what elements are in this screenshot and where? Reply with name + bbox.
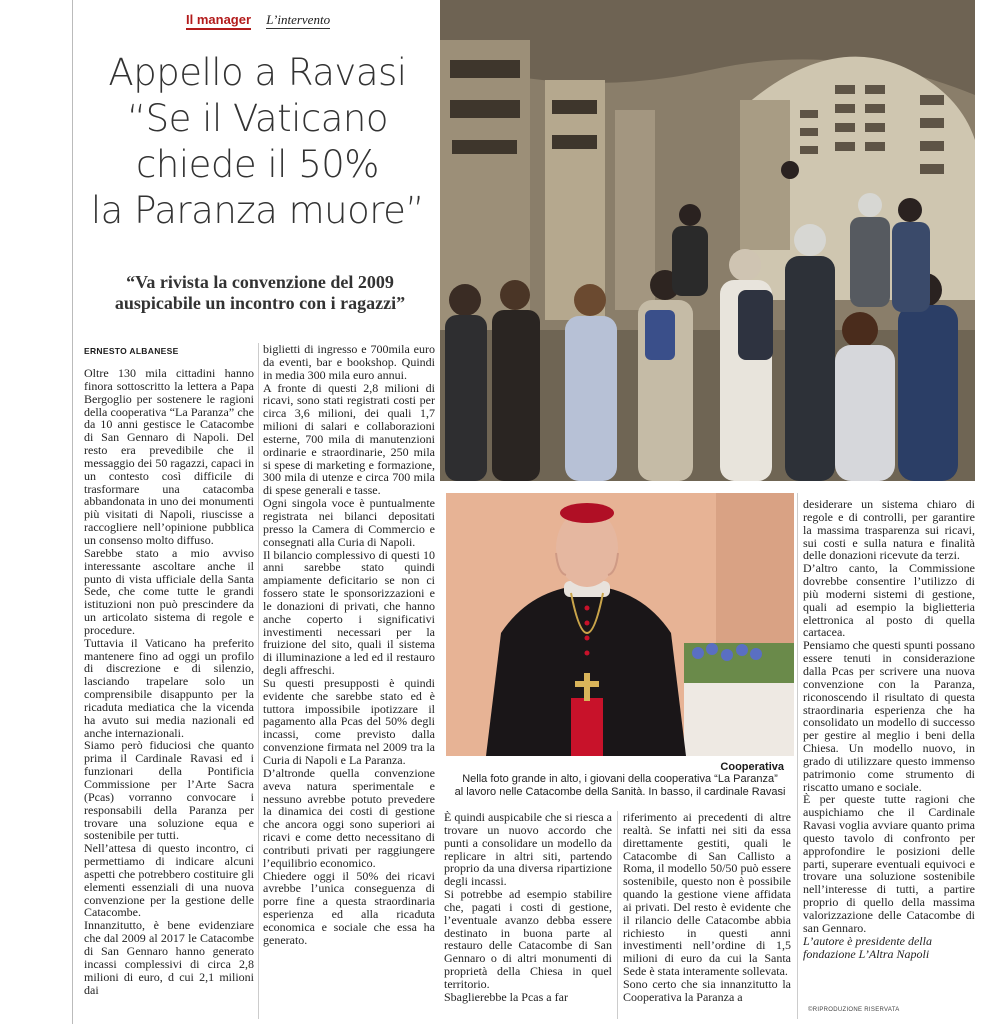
cardinal-photo [446,493,794,756]
paragraph: Pensiamo che questi spunti possano essere tenuti in considerazione dalla Pcas per scrivere una nuova convenzione con la Paranza, riconoscendo il risultato di questa straordinaria esperienza che ha consolidato un modello di successo per gestire al meglio i beni della Chiesa. Un modello nuovo, in grado di utilizzare questo immenso patrimonio come strumento di riscatto umano e sociale. [803,638,975,794]
paragraph: Siamo però fiduciosi che quanto prima il Cardinale Ravasi ed i funzionari della Pontificia Commissione per l’Arte Sacra (Pcas) vorranno convocare i responsabili della Paranza per trovare una soluzione equa e sostenibile per tutti. [84,738,254,843]
paragraph: Sono certo che sia innanzitutto la Cooperativa la Paranza a [623,976,791,1004]
cardinal-photo-illustration [446,493,794,756]
paragraph: Oltre 130 mila cittadini hanno finora sottoscritto la lettera a Papa Bergoglio per sostenere le ragioni della cooperativa “La Paranza” che da 10 anni gestisce le Catacombe di San Gennaro di Napoli. Del resto era prevedibile che il messaggio dei 50 ragazzi, capaci in un contesto così difficile di trasformare una catacomba abbandonata in uno dei monumenti più visitati di Napoli, riuscisse a raccogliere nell’opinione pubblica un consenso molto diffuso. [84,367,254,547]
copyright-notice: ©RIPRODUZIONE RISERVATA [808,1007,900,1013]
subheadline [95,272,425,314]
headline-line: la Paranza muore” [90,189,425,232]
paragraph: Ogni singola voce è puntualmente registrata nei bilanci depositati presso la Camera di Commercio e consegnati alla Curia di Napoli. [263,496,435,549]
subsection-label: L’intervento [266,12,331,27]
column-divider [258,343,259,1019]
caption-line: Nella foto grande in alto, i giovani della cooperativa “La Paranza” [462,773,778,785]
author-byline: ERNESTO ALBANESE [84,346,179,356]
paragraph: riferimento ai precedenti di altre realtà. Se infatti nei siti da essa direttamente gestiti, quali le Catacombe di San Callisto a Roma, il modello 50/50 può essere sostenibile, questo non è possibile quando la gestione viene affidata ai privati. Del resto è evidente che il rilancio delle Catacombe abbia richiesto in questi anni investimenti nell’ordine di 1,5 milioni di euro da cui la Santa Sede è stata interamente sollevata. [623,811,791,979]
paragraph: Il bilancio complessivo di questi 10 anni sarebbe stato quindi ampiamente deficitario se non ci fossero state le sponsorizzazioni e le donazioni di privati, che hanno anche coperto i significativi investimenti necessari per la fruizione del sito, quali il sistema di illuminazione a led ed il restauro degli affreschi. [263,547,435,678]
paragraph: Innanzitutto, è bene evidenziare che dal 2009 al 2017 le Catacombe di San Gennaro hanno generato incassi complessivi di circa 2,8 milioni di euro, d cui 2,1 milioni dai [84,918,254,997]
paragraph: Chiedere oggi il 50% dei ricavi avrebbe l’unica conseguenza di porre fine a questa straordinaria esperienza ed alla ricaduta economica e sociale che essa ha generato. [263,868,435,947]
paragraph: È quindi auspicabile che si riesca a trovare un nuovo accordo che punti a consolidare un modello da replicare in altri siti, partendo proprio da una diversa ripartizione degli incassi. [444,811,612,889]
article-column-2 [263,343,435,1019]
paragraph: Si potrebbe ad esempio stabilire che, pagati i costi di gestione, l’eventuale avanzo debba essere destinato in buona parte al restauro delle Catacombe di San Gennaro o di altri monumenti di proprietà della Chiesa in quel territorio. [444,887,612,991]
headline [80,50,435,234]
paragraph: È per queste tutte ragioni che auspichiamo che il Cardinale Ravasi voglia avviare quanto prima questo tavolo di confronto per approfondire le posizioni delle parti, superare eventuali equivoci e trovare una soluzione sostenibile nell’interesse di tutti, a partire proprio di quello della massima valorizzazione delle Catacombe di san Gennaro. [803,792,975,935]
paragraph: biglietti di ingresso e 700mila euro da eventi, bar e bookshop. Quindi in media 300 mila euro annui. [263,343,435,382]
photo-caption [446,773,794,799]
paragraph: Sbaglierebbe la Pcas a far [444,989,568,1004]
headline-line: “Se il Vaticano [126,97,388,140]
article-column-5 [803,498,975,1004]
caption-line: al lavoro nelle Catacombe della Sanità. In basso, il cardinale Ravasi [454,786,786,798]
paragraph: D’altronde quella convenzione aveva natura sperimentale e nessuno avrebbe potuto prevedere la dinamica dei costi di gestione che ancora oggi sono superiori ai ricavi e come detto necessitano di contributi privati per raggiungere l’equilibrio economico. [263,765,435,870]
author-note-line: L’autore è presidente della [803,933,932,948]
article-column-4 [623,811,791,1019]
left-margin-rule [72,0,73,1024]
caption-title: Cooperativa [720,761,784,773]
paragraph: desiderare un sistema chiaro di regole e di controlli, per garantire la massima trasparenza sui ricavi, sui costi e sulla natura e finalità delle donazioni ricevute da terzi. [803,498,975,563]
main-photo [440,0,975,481]
article-column-3 [444,811,612,1019]
headline-line: chiede il 50% [136,143,379,186]
subhead-line: auspicabile un incontro con i ragazzi” [114,293,406,313]
paragraph: A fronte di questi 2,8 milioni di ricavi, sono stati registrati costi per circa 3,6 milioni, dei quali 1,7 milioni di salari e collaborazioni esterne, 700 mila di manutenzioni ordinarie e straordinarie, 250 mila si spese di marketing e formazione, 300 mila di utenze e circa 700 mila di spese generali e tasse. [263,380,435,498]
paragraph: D’altro canto, la Commissione dovrebbe consentire l’utilizzo di più moderni sistemi di gestione, quali ad esempio la biglietteria elettronica al posto di quella cartacea. [803,561,975,640]
paragraph: Sarebbe stato a mio avviso interessante ascoltare anche il punto di vista ufficiale della Santa Sede, che come tutte le grandi istituzioni non può prescindere da un articolato sistema di regole e procedure. [84,545,254,637]
author-note-line: fondazione L’Altra Napoli [803,946,930,961]
column-divider [617,811,618,1019]
catacomb-photo-illustration [440,0,975,481]
paragraph: Tuttavia il Vaticano ha preferito mantenere fino ad oggi un profilo di discrezione e di silenzio, lasciando trapelare solo un comprensibile disappunto per la ricaduta mediatica che la vicenda ha avuto sui media nazionali ed anche internazionali. [84,635,254,740]
paragraph: Su questi presupposti è quindi evidente che sarebbe stato ed è tuttora impossibile ipotizzare il pagamento alla Pcas del 50% degli incassi, come previsto dalla convenzione firmata nel 2009 tra la Curia di Napoli e La Paranza. [263,675,435,767]
headline-line: Appello a Ravasi [108,51,407,94]
article-column-1 [84,367,254,1019]
section-header [186,12,330,28]
paragraph: Nell’attesa di questo incontro, ci permettiamo di indicare alcuni aspetti che potrebbero costituire gli elementi essenziali di una nuova convenzione per la gestione delle Catacombe. [84,841,254,920]
author-note [803,935,975,961]
subhead-line: “Va rivista la convenzione del 2009 [126,272,394,292]
column-divider [797,493,798,1019]
section-label: Il manager [186,12,251,30]
